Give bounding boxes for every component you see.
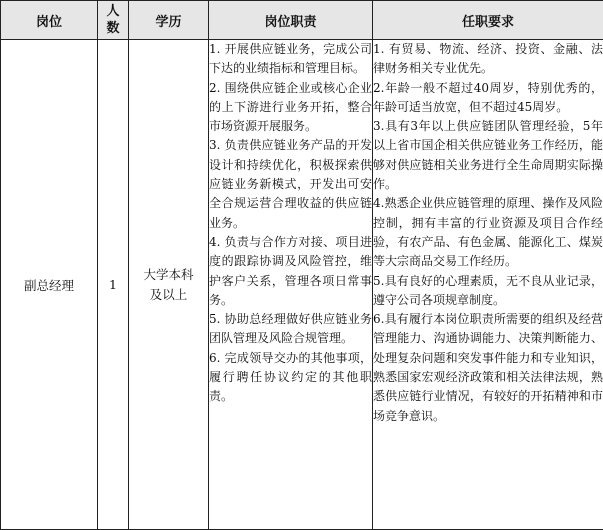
header-requirements: 任职要求 — [373, 1, 603, 40]
cell-position: 副总经理 — [1, 40, 98, 530]
requirement-item-6: 6.具有履行本岗位职责所需要的组织及经营管理能力、沟通协调能力、决策判断能力、处理复杂问题和突发事件能力和专业知识，熟悉国家宏观经济政策和相关法律法规，熟悉供应链行业情况，有较好的开拓精神和市场竞争意识。 — [373, 312, 603, 423]
duty-item-2: 2. 围绕供应链企业或核心企业的上下游进行业务开拓，整合市场资源开展服务。 — [209, 80, 372, 134]
education-line1: 大学本科 — [143, 266, 194, 282]
requirement-item-3: 3.具有3年以上供应链团队管理经验，5年以上省市国企相关供应链业务工作经历，能够对供应链相关业务进行全生命周期实际操作。 — [373, 119, 603, 192]
duty-item-5: 5. 协助总经理做好供应链业务团队管理及风险合规管理。 — [209, 312, 372, 346]
header-duties: 岗位职责 — [209, 1, 373, 40]
duty-item-4: 4. 负责与合作方对接、项目进度的跟踪协调及风险管控，维护客户关系，管理各项日常事务。 — [209, 234, 372, 307]
cell-count: 1 — [98, 40, 129, 530]
header-count — [98, 1, 129, 40]
requirement-item-1: 1. 有贸易、物流、经济、投资、金融、法律财务相关专业优先。 — [373, 42, 603, 76]
requirement-item-4: 4.熟悉企业供应链管理的原理、操作及风险控制，拥有丰富的行业资源及项目合作经验，有农产品、有色金属、能源化工、煤炭等大宗商品交易工作经历。 — [373, 196, 603, 269]
duty-item-3: 3. 负责供应链业务产品的开发设计和持续优化，积极探索供应链业务新模式，开发出可安全合规运营合理收益的供应链业务。 — [209, 138, 372, 230]
duty-item-1: 1. 开展供应链业务，完成公司下达的业绩指标和管理目标。 — [209, 42, 372, 76]
header-education: 学历 — [129, 1, 209, 40]
table-row — [1, 40, 603, 530]
requirement-item-5: 5.具有良好的心理素质，无不良从业记录，遵守公司各项规章制度。 — [373, 273, 603, 307]
requirement-item-2: 2.年龄一般不超过40周岁，特别优秀的，年龄可适当放宽，但不超过45周岁。 — [373, 80, 603, 114]
header-position: 岗位 — [1, 1, 98, 40]
education-line2: 及以上 — [149, 286, 188, 302]
header-count-line2: 数 — [106, 21, 120, 36]
cell-education — [129, 40, 209, 530]
header-count-line1: 人 — [106, 4, 120, 19]
table-header-row — [1, 1, 603, 40]
duty-item-6: 6. 完成领导交办的其他事项，履行聘任协议约定的其他职责。 — [209, 350, 372, 404]
cell-requirements — [373, 40, 603, 530]
cell-duties — [209, 40, 373, 530]
